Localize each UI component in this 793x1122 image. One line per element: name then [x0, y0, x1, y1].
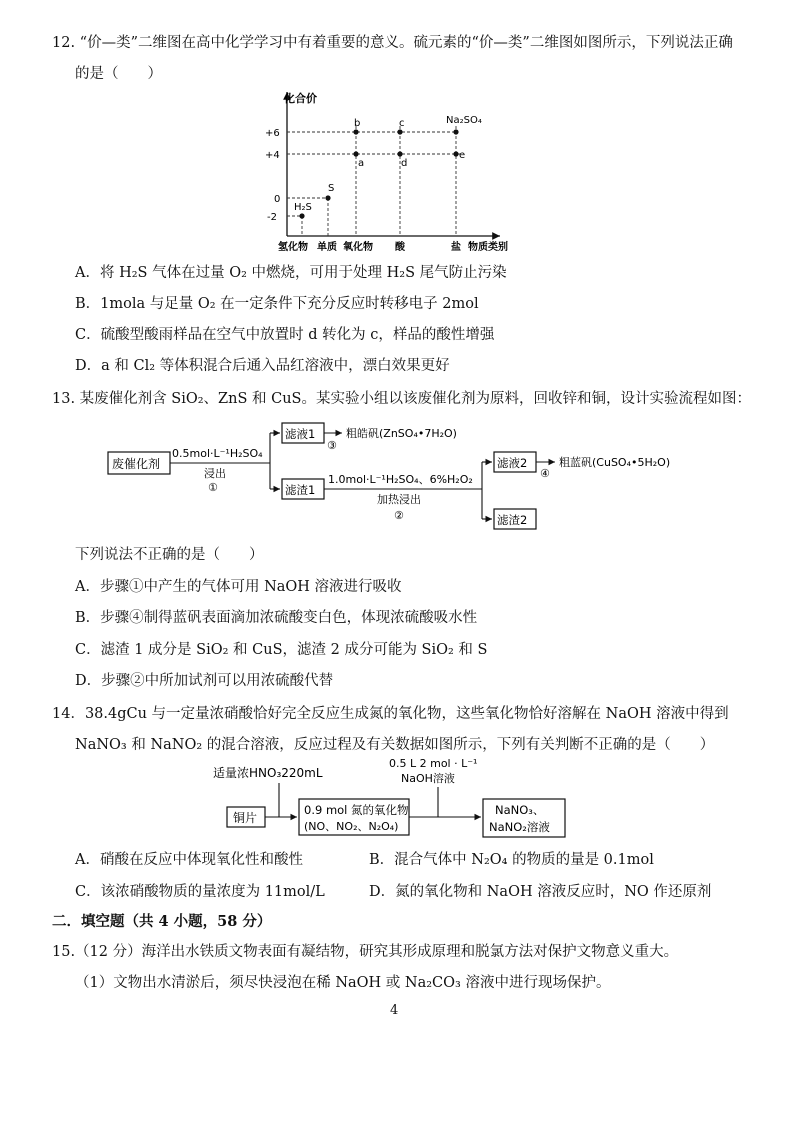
x-cat-salt: 盐 — [451, 242, 461, 253]
point-na2so4 — [453, 129, 458, 134]
reagent-naoh-line2: NaOH溶液 — [401, 772, 455, 785]
q12-valence-class-chart — [250, 86, 540, 256]
q12-stem-line1: 12. “价—类”二维图在高中化学学习中有着重要的意义。硫元素的“价—类”二维图如图所示，下列说法正确 — [52, 35, 733, 51]
point-s — [325, 195, 330, 200]
label-c: c — [399, 118, 405, 129]
x-axis-label: 物质类别 — [468, 242, 508, 253]
label-e: e — [459, 150, 466, 161]
q13-flowchart — [100, 415, 720, 540]
label-na2so4: Na₂SO₄ — [446, 115, 482, 126]
q12-option-c: C．硫酸型酸雨样品在空气中放置时 d 转化为 c，样品的酸性增强 — [75, 327, 495, 343]
q15-stem: 15.（12 分）海洋出水铁质文物表面有凝结物，研究其形成原理和脱氯方法对保护文物意义重大。 — [52, 944, 679, 960]
point-a — [353, 151, 358, 156]
q14-option-b: B．混合气体中 N₂O₄ 的物质的量是 0.1mol — [369, 852, 654, 868]
page-number: 4 — [390, 1003, 399, 1018]
y-axis-label: 化合价 — [284, 92, 317, 105]
svg-text:滤渣2: 滤渣2 — [497, 513, 528, 527]
reagent-hno3: 适量浓HNO₃220mL — [213, 766, 323, 780]
step4-num: ④ — [540, 467, 550, 480]
y-tick-plus6: +6 — [265, 128, 280, 139]
q14-stem-line2: NaNO₃ 和 NaNO₂ 的混合溶液，反应过程及有关数据如图所示，下列有关判断不正确的是（ ） — [75, 737, 715, 753]
svg-text:废催化剂: 废催化剂 — [112, 457, 161, 471]
reagent-naoh-line1: 0.5 L 2 mol · L⁻¹ — [389, 757, 478, 770]
point-e — [453, 151, 458, 156]
svg-text:滤液2: 滤液2 — [497, 456, 528, 470]
q13-stem: 13. 某废催化剂含 SiO₂、ZnS 和 CuS。某实验小组以该废催化剂为原料，回收锌和铜，设计实验流程如图： — [52, 391, 751, 407]
q14-option-a: A．硝酸在反应中体现氧化性和酸性 — [75, 852, 303, 868]
q12-option-d: D．a 和 Cl₂ 等体积混合后通入品红溶液中，漂白效果更好 — [75, 358, 450, 374]
svg-text:0.9 mol 氮的氧化物: 0.9 mol 氮的氧化物 — [304, 803, 409, 817]
point-b — [353, 129, 358, 134]
y-tick-minus2: -2 — [267, 212, 277, 223]
step2-num: ② — [394, 509, 404, 522]
q14-option-d: D．氮的氧化物和 NaOH 溶液反应时，NO 作还原剂 — [369, 884, 712, 900]
label-h2s: H₂S — [294, 202, 312, 213]
section-fill-in-heading: 二．填空题（共 4 小题，58 分） — [52, 913, 272, 930]
step3-num: ③ — [327, 439, 337, 452]
q12-option-a: A．将 H₂S 气体在过量 O₂ 中燃烧，可用于处理 H₂S 尾气防止污染 — [75, 265, 507, 281]
label-s: S — [328, 183, 335, 194]
point-d — [397, 151, 402, 156]
q13-question: 下列说法不正确的是（ ） — [75, 547, 264, 563]
svg-text:NaNO₃、: NaNO₃、 — [495, 803, 545, 817]
svg-text:滤渣1: 滤渣1 — [285, 483, 316, 497]
label-b: b — [354, 118, 361, 129]
y-tick-zero: 0 — [274, 194, 281, 205]
svg-text:铜片: 铜片 — [233, 811, 258, 825]
q14-flowchart — [205, 755, 585, 847]
q13-option-d: D．步骤②中所加试剂可以用浓硫酸代替 — [75, 673, 334, 689]
point-h2s — [299, 213, 304, 218]
q12-stem-line2: 的是（ ） — [75, 66, 162, 82]
step1-action: 浸出 — [204, 467, 226, 480]
svg-text:NaNO₂溶液: NaNO₂溶液 — [489, 820, 550, 834]
q13-option-a: A．步骤①中产生的气体可用 NaOH 溶液进行吸收 — [75, 579, 402, 595]
step2-action: 加热浸出 — [377, 493, 421, 506]
svg-text:(NO、NO₂、N₂O₄): (NO、NO₂、N₂O₄) — [304, 820, 399, 833]
q13-option-b: B．步骤④制得蓝矾表面滴加浓硫酸变白色，体现浓硫酸吸水性 — [75, 610, 478, 626]
y-tick-plus4: +4 — [265, 150, 280, 161]
step2-reagent: 1.0mol·L⁻¹H₂SO₄、6%H₂O₂ — [328, 473, 473, 486]
label-d: d — [401, 158, 408, 169]
x-cat-acid: 酸 — [395, 242, 405, 253]
point-c — [397, 129, 402, 134]
x-cat-oxide: 氧化物 — [343, 242, 373, 253]
x-cat-hydride: 氢化物 — [278, 242, 308, 253]
svg-text:滤液1: 滤液1 — [285, 427, 316, 441]
step1-num: ① — [208, 481, 218, 494]
q12-option-b: B．1mola 与足量 O₂ 在一定条件下充分反应时转移电子 2mol — [75, 296, 479, 312]
q14-stem-line1: 14．38.4gCu 与一定量浓硝酸恰好完全反应生成氮的氧化物，这些氧化物恰好溶解在 NaOH 溶液中得到 — [52, 706, 729, 722]
step1-reagent: 0.5mol·L⁻¹H₂SO₄ — [172, 447, 263, 460]
q15-sub1: （1）文物出水清淤后，须尽快浸泡在稀 NaOH 或 Na₂CO₃ 溶液中进行现场保护。 — [75, 975, 611, 991]
x-cat-element: 单质 — [317, 242, 337, 253]
q13-option-c: C．滤渣 1 成分是 SiO₂ 和 CuS，滤渣 2 成分可能为 SiO₂ 和 S — [75, 642, 488, 658]
q14-option-c: C．该浓硝酸物质的量浓度为 11mol/L — [75, 884, 325, 900]
product-copper: 粗蓝矾(CuSO₄•5H₂O) — [559, 456, 671, 469]
label-a: a — [358, 158, 365, 169]
product-zinc: 粗皓矾(ZnSO₄•7H₂O) — [346, 427, 457, 440]
